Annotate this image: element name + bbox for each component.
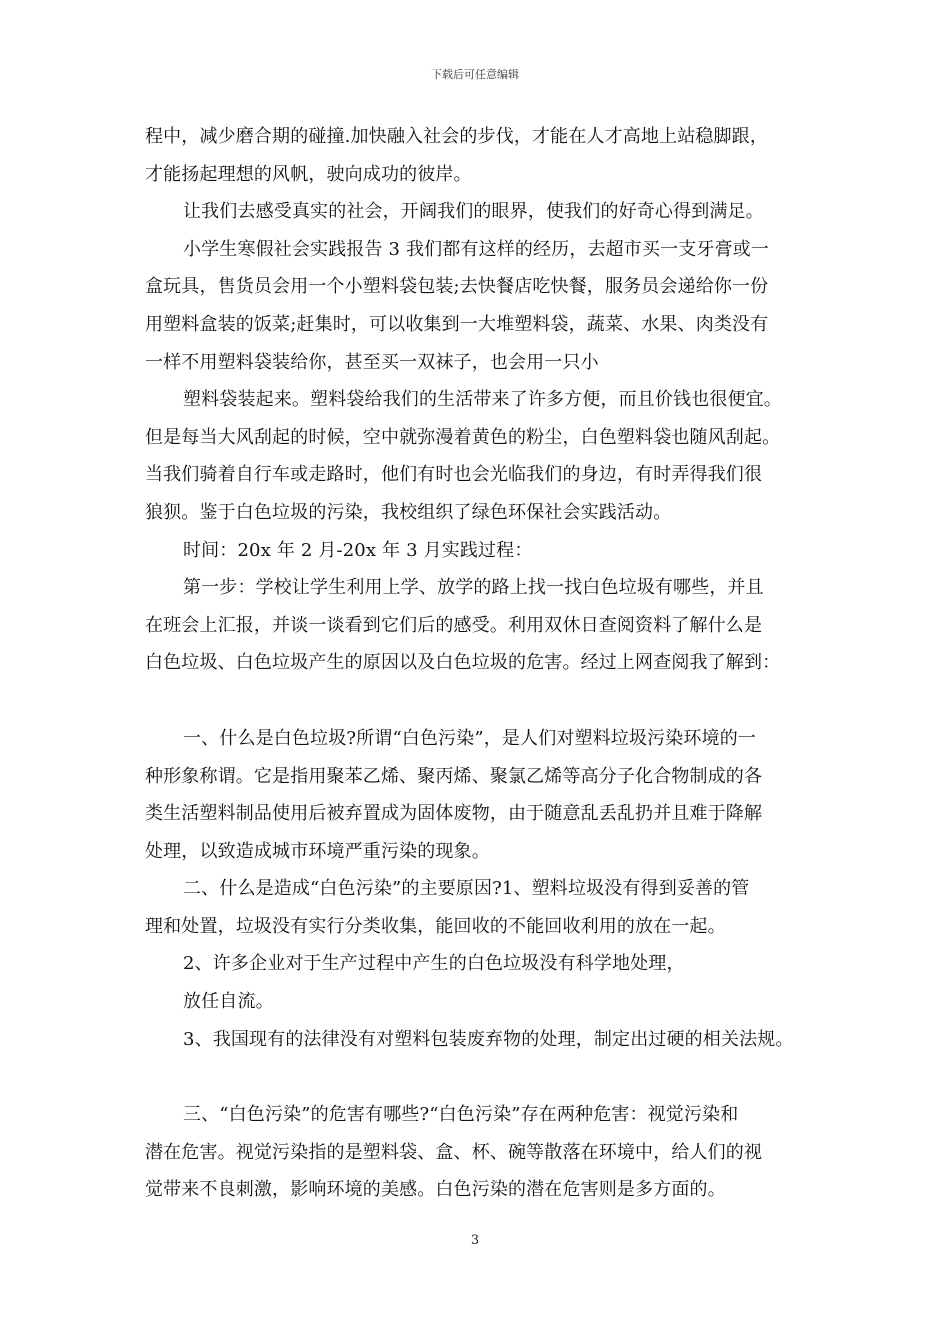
text-line: 盒玩具，售货员会用一个小塑料袋包装;去快餐店吃快餐，服务员会递给你一份	[145, 276, 769, 298]
text-line: 一、什么是白色垃圾?所谓“白色污染”，是人们对塑料垃圾污染环境的一	[183, 727, 757, 749]
text-line: 程中，减少磨合期的碰撞.加快融入社会的步伐，才能在人才高地上站稳脚跟，	[145, 126, 768, 147]
text-line: 当我们骑着自行车或走路时，他们有时也会光临我们的身边，有时弄得我们很	[145, 464, 763, 486]
document-body	[145, 118, 827, 1209]
text-line: 时间：20x 年 2 月-20x 年 3 月实践过程：	[183, 539, 533, 561]
text-line: 二、什么是造成“白色污染”的主要原因?1、塑料垃圾没有得到妥善的管	[183, 878, 750, 900]
text-line: 2、许多企业对于生产过程中产生的白色垃圾没有科学地处理，	[183, 953, 685, 975]
text-line: 处理，以致造成城市环境严重污染的现象。	[145, 840, 490, 862]
text-line: 觉带来不良刺激，影响环境的美感。白色污染的潜在危害则是多方面的。	[145, 1179, 726, 1201]
text-line: 类生活塑料制品使用后被弃置成为固体废物，由于随意乱丢乱扔并且难于降解	[145, 803, 763, 825]
text-line: 在班会上汇报，并谈一谈看到它们后的感受。利用双休日查阅资料了解什么是	[145, 614, 763, 636]
text-line: 小学生寒假社会实践报告 3 我们都有这样的经历，去超市买一支牙膏或一	[183, 238, 769, 260]
blank-line	[145, 682, 827, 720]
text-line: 理和处置，垃圾没有实行分类收集，能回收的不能回收利用的放在一起。	[145, 915, 726, 937]
page-number: 3	[470, 1233, 480, 1248]
text-line: 但是每当大风刮起的时候，空中就弥漫着黄色的粉尘，白色塑料袋也随风刮起。	[145, 426, 781, 448]
text-line: 狼狈。鉴于白色垃圾的污染，我校组织了绿色环保社会实践活动。	[145, 501, 672, 523]
text-line: 让我们去感受真实的社会，开阔我们的眼界，使我们的好奇心得到满足。	[183, 201, 764, 223]
text-line: 才能扬起理想的风帆，驶向成功的彼岸。	[145, 163, 472, 185]
text-line: 一样不用塑料袋装给你，甚至买一双袜子，也会用一只小	[145, 351, 599, 373]
text-line: 潜在危害。视觉污染指的是塑料袋、盒、杯、碗等散落在环境中，给人们的视	[145, 1141, 763, 1163]
text-line: 放任自流。	[183, 991, 274, 1013]
blank-line	[145, 1058, 827, 1096]
text-line: 塑料袋装起来。塑料袋给我们的生活带来了许多方便，而且价钱也很便宜。	[183, 389, 782, 411]
text-line: 3、我国现有的法律没有对塑料包装废弃物的处理，制定出过硬的相关法规。	[183, 1028, 794, 1050]
text-line: 三、“白色污染”的危害有哪些?“白色污染”存在两种危害：视觉污染和	[183, 1104, 739, 1126]
text-line: 用塑料盒装的饭菜;赶集时，可以收集到一大堆塑料袋，蔬菜、水果、肉类没有	[145, 313, 769, 335]
text-line: 第一步：学校让学生利用上学、放学的路上找一找白色垃圾有哪些，并且	[183, 577, 764, 599]
page-header: 下载后可任意编辑	[431, 68, 519, 81]
text-line: 种形象称谓。它是指用聚苯乙烯、聚丙烯、聚氯乙烯等高分子化合物制成的各	[145, 765, 763, 787]
text-line: 白色垃圾、白色垃圾产生的原因以及白色垃圾的危害。经过上网查阅我了解到：	[145, 652, 781, 674]
